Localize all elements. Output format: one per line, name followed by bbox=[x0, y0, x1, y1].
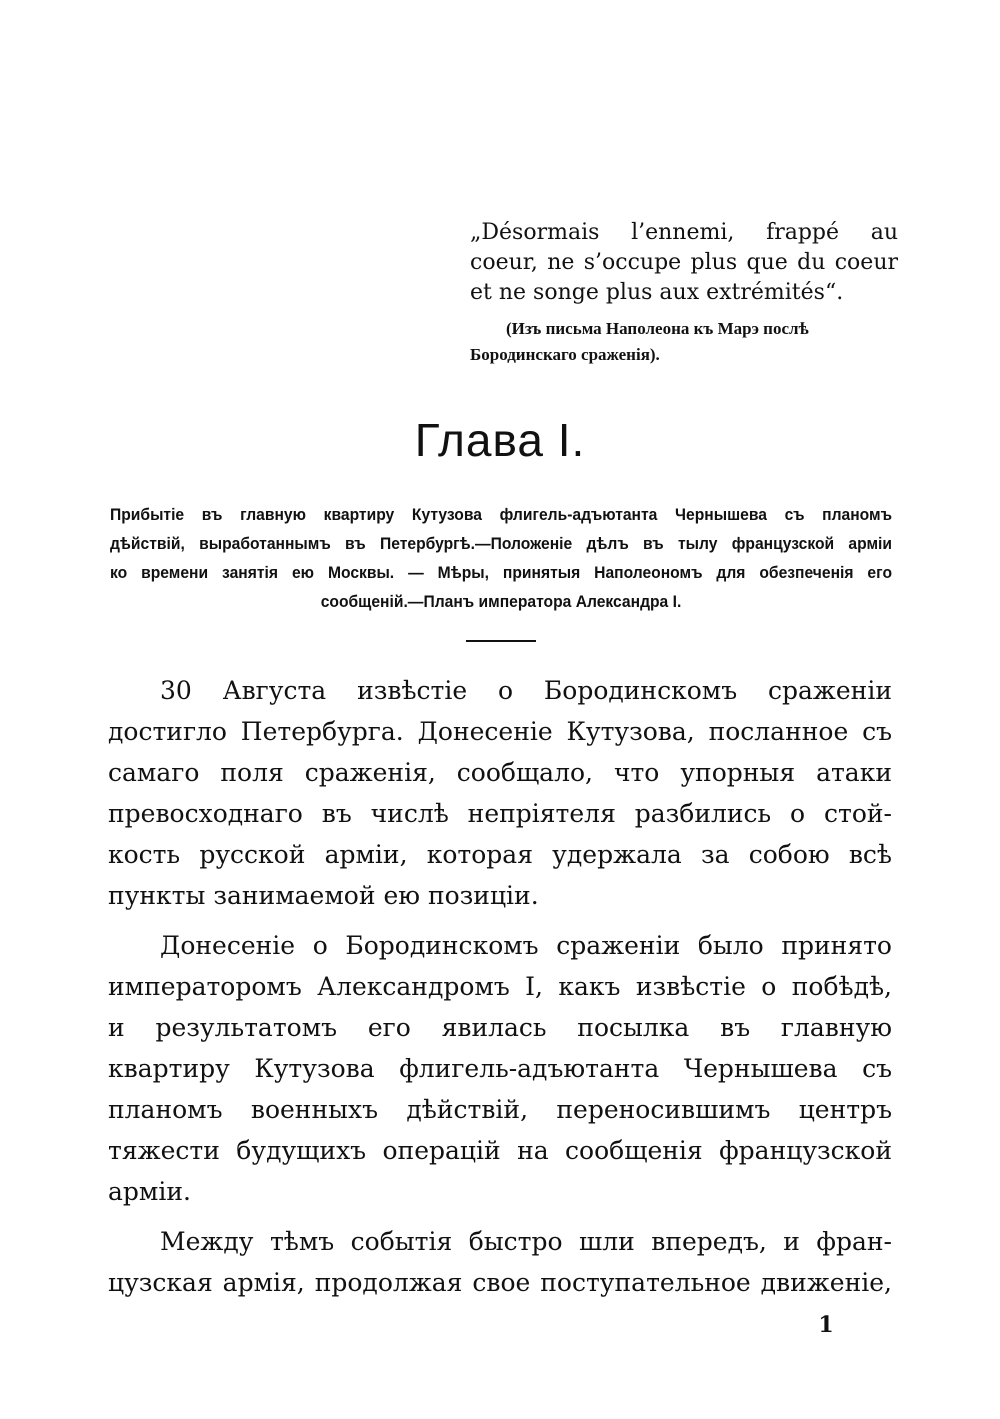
text-line: кость русской арміи, которая удержала за собою всѣ bbox=[108, 840, 892, 869]
chapter-title: Глава I. bbox=[414, 414, 586, 466]
text-line: Между тѣмъ событія быстро шли впередъ, и фран- bbox=[160, 1227, 892, 1256]
body-text bbox=[108, 670, 892, 1312]
text-line: цузская армія, продолжая свое поступательное движеніе, bbox=[108, 1268, 892, 1297]
text-line: 30 Августа извѣстіе о Бородинскомъ сраженіи bbox=[160, 676, 892, 705]
text-line: императоромъ Александромъ I, какъ извѣстіе о побѣдѣ, bbox=[108, 972, 892, 1001]
text-line: квартиру Кутузова флигель-адъютанта Чернышева съ bbox=[108, 1054, 892, 1083]
paragraph bbox=[108, 1221, 892, 1303]
section-divider bbox=[466, 640, 536, 642]
epigraph-source-line: (Изъ письма Наполеона къ Марэ послѣ bbox=[506, 319, 809, 338]
chapter-summary-line: Прибытіе въ главную квартиру Кутузова флигель-адъютанта Чернышева съ планомъ bbox=[110, 505, 892, 524]
chapter-summary-line: дѣйствій, выработаннымъ въ Петербургѣ.—Положеніе дѣлъ въ тылу французской арміи bbox=[110, 534, 892, 553]
epigraph-source bbox=[470, 316, 898, 368]
epigraph-quote-line: et ne songe plus aux extrémités“. bbox=[470, 280, 844, 305]
chapter-summary-line: сообщеній.—Планъ императора Александра I. bbox=[320, 592, 682, 611]
paragraph bbox=[108, 670, 892, 916]
text-line: достигло Петербурга. Донесеніе Кутузова, посланное съ bbox=[108, 717, 892, 746]
text-line: пункты занимаемой ею позиціи. bbox=[108, 881, 539, 910]
text-line: Донесеніе о Бородинскомъ сраженіи было принято bbox=[160, 931, 892, 960]
epigraph-quote-line: „Désormais l’ennemi, frappé au bbox=[470, 220, 898, 245]
epigraph-quote bbox=[470, 218, 898, 308]
epigraph-quote-line: coeur, ne s’occupe plus que du coeur bbox=[470, 250, 898, 275]
text-line: превосходнаго въ числѣ непріятеля разбились о стой- bbox=[108, 799, 892, 828]
text-line: арміи. bbox=[108, 1177, 191, 1206]
text-line: и результатомъ его явилась посылка въ главную bbox=[108, 1013, 892, 1042]
chapter-summary bbox=[110, 500, 892, 616]
text-line: тяжести будущихъ операцій на сообщенія французской bbox=[108, 1136, 892, 1165]
chapter-summary-line: ко времени занятія ею Москвы. — Мѣры, принятыя Наполеономъ для обезпеченія его bbox=[110, 563, 892, 582]
text-line: планомъ военныхъ дѣйствій, переносившимъ центръ bbox=[108, 1095, 892, 1124]
page-number: 1 bbox=[818, 1312, 834, 1338]
paragraph bbox=[108, 925, 892, 1212]
epigraph-source-line: Бородинскаго сраженія). bbox=[470, 345, 660, 364]
epigraph bbox=[470, 218, 898, 368]
text-line: самаго поля сраженія, сообщало, что упорныя атаки bbox=[108, 758, 892, 787]
